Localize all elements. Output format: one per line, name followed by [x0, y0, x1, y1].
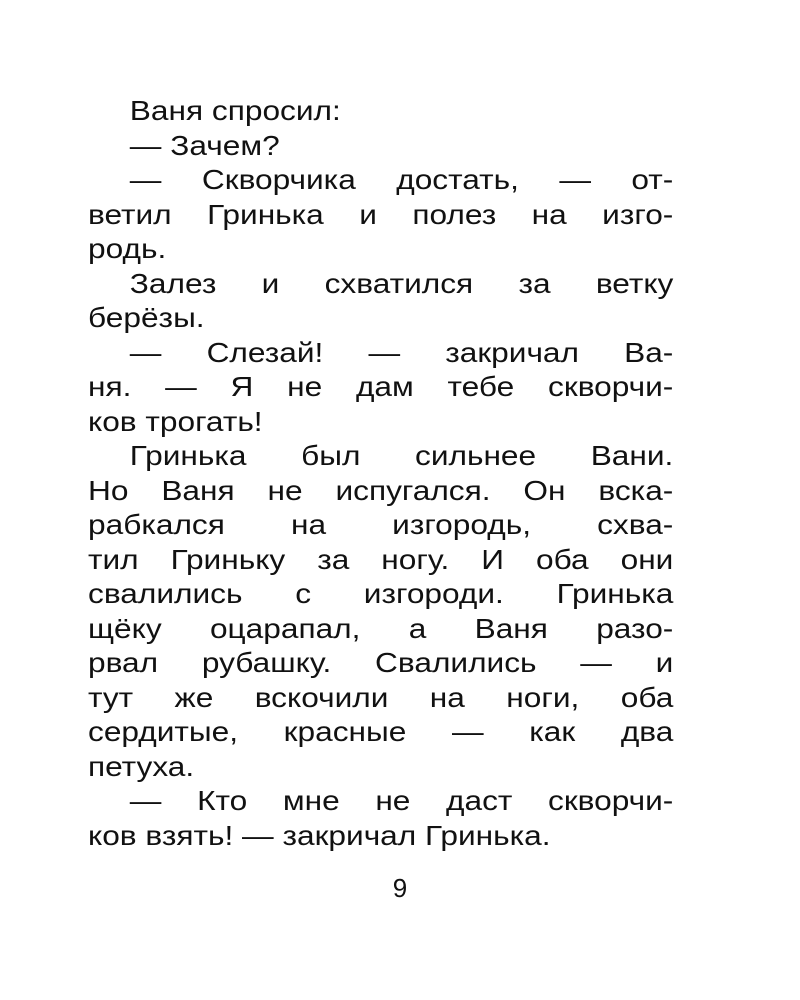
text-line: Залез и схватился за ветку: [129, 267, 674, 299]
text-line: свалились с изгороди. Гринька: [88, 578, 674, 609]
text-line: Но Ваня не испугался. Он вска-: [88, 474, 674, 506]
text-line: рабкался на изгородь, схва-: [88, 509, 674, 540]
text-line: сердитые, красные — как два: [88, 716, 674, 747]
text-line: — Скворчика достать, — от-: [129, 164, 674, 195]
text-line: родь.: [88, 233, 167, 264]
text-line: — Слезай! — закричал Ва-: [129, 336, 674, 368]
text-line: тил Гриньку за ногу. И оба они: [88, 543, 674, 575]
text-line: ков взять! — закричал Гринька.: [88, 819, 551, 851]
text-line: — Зачем?: [129, 129, 280, 161]
page-number: 9: [392, 873, 408, 903]
text-line: рвал рубашку. Свалились — и: [88, 647, 674, 678]
text-line: — Кто мне не даст скворчи-: [129, 785, 674, 816]
text-line: ветил Гринька и полез на изго-: [88, 198, 674, 230]
text-line: ков трогать!: [88, 405, 263, 437]
text-line: Ваня спросил:: [129, 95, 341, 126]
text-line: тут же вскочили на ноги, оба: [88, 681, 674, 713]
text-line: щёку оцарапал, а Ваня разо-: [88, 612, 674, 644]
text-line: петуха.: [88, 750, 195, 782]
text-line: берёзы.: [88, 302, 205, 333]
body-text: [88, 94, 674, 853]
text-line: ня. — Я не дам тебе скворчи-: [88, 371, 674, 402]
text-line: Гринька был сильнее Вани.: [129, 440, 674, 471]
